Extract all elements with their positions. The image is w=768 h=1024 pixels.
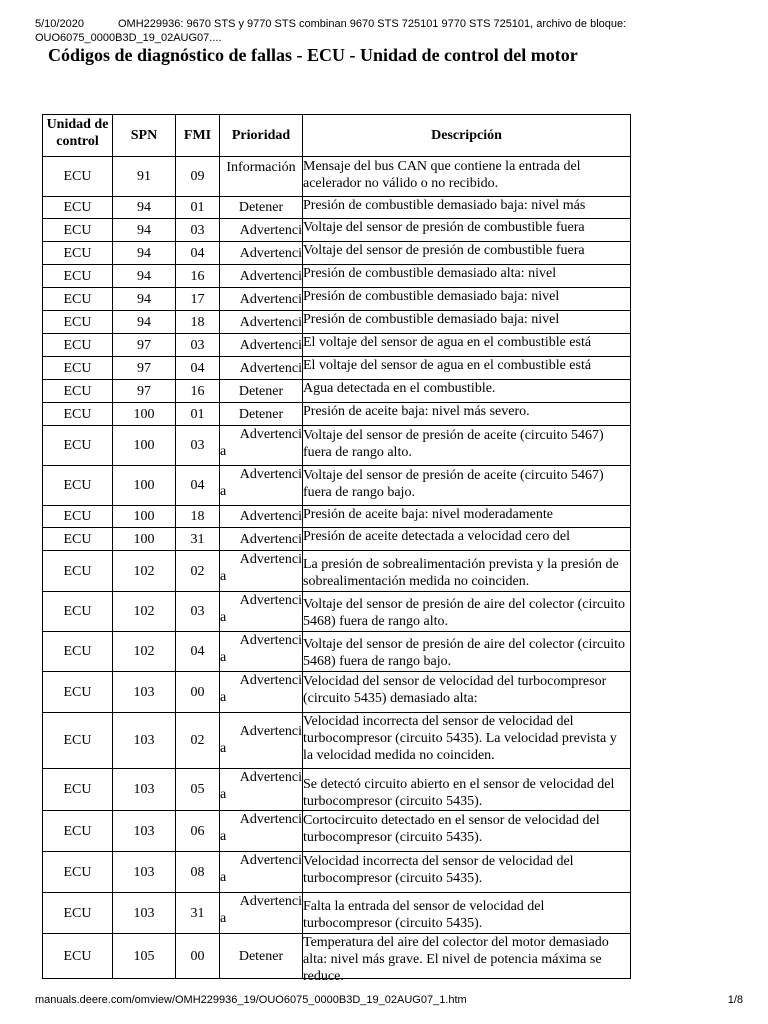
cell-description: Velocidad incorrecta del sensor de velocidad del turbocompresor (circuito 5435). bbox=[303, 852, 631, 893]
table-row bbox=[43, 551, 631, 592]
cell-unit: ECU bbox=[43, 632, 113, 672]
cell-spn: 100 bbox=[113, 528, 176, 551]
print-document-description: OMH229936: 9670 STS y 9770 STS combinan 9670 STS 725101 9770 STS 725101, archivo de bloque: bbox=[118, 18, 627, 30]
cell-description: Velocidad del sensor de velocidad del turbocompresor (circuito 5435) demasiado alta: bbox=[303, 672, 631, 713]
cell-spn: 94 bbox=[113, 197, 176, 219]
print-document-file: OUO6075_0000B3D_19_02AUG07.... bbox=[35, 32, 222, 44]
cell-priority bbox=[220, 769, 303, 811]
cell-unit: ECU bbox=[43, 592, 113, 632]
page-number: 1/8 bbox=[727, 994, 743, 1006]
cell-spn: 94 bbox=[113, 311, 176, 334]
cell-description: Se detectó circuito abierto en el sensor de velocidad del turbocompresor (circuito 5435). bbox=[303, 769, 631, 811]
table-row bbox=[43, 934, 631, 979]
cell-spn: 100 bbox=[113, 426, 176, 466]
cell-spn: 102 bbox=[113, 632, 176, 672]
cell-priority: Advertenci bbox=[220, 334, 303, 357]
cell-unit: ECU bbox=[43, 288, 113, 311]
priority-label: Advertenci a bbox=[220, 552, 302, 584]
cell-description: Temperatura del aire del colector del motor demasiado alta: nivel más grave. El nivel de potencia máxima se reduce. bbox=[303, 934, 631, 979]
table-row bbox=[43, 713, 631, 769]
cell-unit: ECU bbox=[43, 265, 113, 288]
cell-unit: ECU bbox=[43, 769, 113, 811]
priority-label: Advertenci a bbox=[220, 467, 302, 499]
table-row bbox=[43, 426, 631, 466]
cell-description: Presión de combustible demasiado baja: nivel bbox=[303, 311, 631, 334]
cell-unit: ECU bbox=[43, 219, 113, 242]
print-url: manuals.deere.com/omview/OMH229936_19/OUO6075_0000B3D_19_02AUG07_1.htm bbox=[35, 994, 467, 1006]
table-row bbox=[43, 506, 631, 528]
cell-priority: Advertenci bbox=[220, 506, 303, 528]
priority-label: Advertenci a bbox=[220, 853, 302, 885]
cell-priority bbox=[220, 426, 303, 466]
table-row bbox=[43, 672, 631, 713]
cell-priority: Detener bbox=[220, 380, 303, 403]
table-row bbox=[43, 157, 631, 197]
cell-fmi: 08 bbox=[176, 852, 220, 893]
table-row bbox=[43, 811, 631, 852]
column-header-description: Descripción bbox=[303, 115, 631, 157]
cell-fmi: 31 bbox=[176, 528, 220, 551]
cell-description: Voltaje del sensor de presión de combustible fuera bbox=[303, 242, 631, 265]
cell-fmi: 18 bbox=[176, 506, 220, 528]
cell-fmi: 04 bbox=[176, 357, 220, 380]
cell-unit: ECU bbox=[43, 672, 113, 713]
cell-priority: Advertenci bbox=[220, 311, 303, 334]
cell-spn: 94 bbox=[113, 219, 176, 242]
cell-description: Velocidad incorrecta del sensor de velocidad del turbocompresor (circuito 5435). La velocidad prevista y la velocidad medida no coinciden. bbox=[303, 713, 631, 769]
table-row bbox=[43, 357, 631, 380]
cell-description: Agua detectada en el combustible. bbox=[303, 380, 631, 403]
table-row bbox=[43, 197, 631, 219]
cell-unit: ECU bbox=[43, 426, 113, 466]
cell-priority bbox=[220, 592, 303, 632]
cell-priority: Advertenci bbox=[220, 357, 303, 380]
page-title: Códigos de diagnóstico de fallas - ECU - Unidad de control del motor bbox=[48, 45, 578, 65]
column-header-unit: Unidad de control bbox=[43, 115, 113, 157]
cell-unit: ECU bbox=[43, 403, 113, 426]
column-header-spn: SPN bbox=[113, 115, 176, 157]
cell-priority: Advertenci bbox=[220, 242, 303, 265]
cell-priority: Advertenci bbox=[220, 265, 303, 288]
cell-unit: ECU bbox=[43, 380, 113, 403]
cell-spn: 102 bbox=[113, 592, 176, 632]
cell-spn: 100 bbox=[113, 403, 176, 426]
cell-description: Voltaje del sensor de presión de aire del colector (circuito 5468) fuera de rango bajo. bbox=[303, 632, 631, 672]
cell-spn: 97 bbox=[113, 357, 176, 380]
cell-description: Presión de combustible demasiado baja: nivel más bbox=[303, 197, 631, 219]
cell-description: Presión de aceite baja: nivel más severo. bbox=[303, 403, 631, 426]
table-row bbox=[43, 380, 631, 403]
cell-priority: Detener bbox=[220, 934, 303, 979]
column-header-priority: Prioridad bbox=[220, 115, 303, 157]
table-row bbox=[43, 632, 631, 672]
cell-unit: ECU bbox=[43, 893, 113, 934]
cell-unit: ECU bbox=[43, 242, 113, 265]
cell-fmi: 04 bbox=[176, 466, 220, 506]
cell-unit: ECU bbox=[43, 551, 113, 592]
cell-unit: ECU bbox=[43, 157, 113, 197]
priority-label: Advertenci a bbox=[220, 770, 302, 802]
cell-fmi: 01 bbox=[176, 197, 220, 219]
cell-fmi: 03 bbox=[176, 592, 220, 632]
cell-priority: Detener bbox=[220, 403, 303, 426]
table-row bbox=[43, 288, 631, 311]
cell-fmi: 06 bbox=[176, 811, 220, 852]
cell-priority: Advertenci bbox=[220, 528, 303, 551]
cell-priority bbox=[220, 551, 303, 592]
cell-spn: 91 bbox=[113, 157, 176, 197]
cell-priority: Información bbox=[220, 157, 303, 197]
cell-spn: 94 bbox=[113, 242, 176, 265]
cell-unit: ECU bbox=[43, 811, 113, 852]
cell-spn: 103 bbox=[113, 713, 176, 769]
table-row bbox=[43, 852, 631, 893]
cell-fmi: 17 bbox=[176, 288, 220, 311]
cell-fmi: 00 bbox=[176, 934, 220, 979]
cell-spn: 94 bbox=[113, 288, 176, 311]
cell-unit: ECU bbox=[43, 197, 113, 219]
cell-priority: Detener bbox=[220, 197, 303, 219]
cell-spn: 94 bbox=[113, 265, 176, 288]
cell-unit: ECU bbox=[43, 466, 113, 506]
table-row bbox=[43, 769, 631, 811]
table-row bbox=[43, 592, 631, 632]
cell-description: Voltaje del sensor de presión de aceite (circuito 5467) fuera de rango bajo. bbox=[303, 466, 631, 506]
cell-description: El voltaje del sensor de agua en el combustible está bbox=[303, 334, 631, 357]
cell-description: Presión de aceite baja: nivel moderadamente bbox=[303, 506, 631, 528]
table-header-row bbox=[43, 115, 631, 157]
cell-description: El voltaje del sensor de agua en el combustible está bbox=[303, 357, 631, 380]
cell-unit: ECU bbox=[43, 852, 113, 893]
column-header-fmi: FMI bbox=[176, 115, 220, 157]
table-row bbox=[43, 528, 631, 551]
cell-description: La presión de sobrealimentación prevista y la presión de sobrealimentación medida no coinciden. bbox=[303, 551, 631, 592]
cell-priority bbox=[220, 713, 303, 769]
cell-fmi: 03 bbox=[176, 426, 220, 466]
priority-label: Advertenci a bbox=[220, 724, 302, 756]
cell-description: Voltaje del sensor de presión de aceite (circuito 5467) fuera de rango alto. bbox=[303, 426, 631, 466]
priority-label: Advertenci a bbox=[220, 894, 302, 926]
cell-description: Voltaje del sensor de presión de combustible fuera bbox=[303, 219, 631, 242]
table-row bbox=[43, 466, 631, 506]
cell-spn: 100 bbox=[113, 506, 176, 528]
cell-spn: 103 bbox=[113, 769, 176, 811]
table-row bbox=[43, 403, 631, 426]
cell-priority: Advertenci bbox=[220, 219, 303, 242]
cell-priority bbox=[220, 852, 303, 893]
cell-spn: 103 bbox=[113, 852, 176, 893]
cell-priority bbox=[220, 466, 303, 506]
cell-fmi: 03 bbox=[176, 219, 220, 242]
cell-fmi: 16 bbox=[176, 265, 220, 288]
table-row bbox=[43, 265, 631, 288]
cell-spn: 103 bbox=[113, 672, 176, 713]
cell-description: Presión de combustible demasiado baja: nivel bbox=[303, 288, 631, 311]
cell-priority bbox=[220, 632, 303, 672]
cell-priority bbox=[220, 672, 303, 713]
cell-unit: ECU bbox=[43, 334, 113, 357]
cell-unit: ECU bbox=[43, 528, 113, 551]
priority-label: Advertenci a bbox=[220, 812, 302, 844]
print-footer bbox=[35, 994, 743, 1006]
priority-label: Advertenci a bbox=[220, 673, 302, 705]
cell-description: Voltaje del sensor de presión de aire del colector (circuito 5468) fuera de rango alto. bbox=[303, 592, 631, 632]
cell-description: Falta la entrada del sensor de velocidad del turbocompresor (circuito 5435). bbox=[303, 893, 631, 934]
cell-description: Presión de aceite detectada a velocidad cero del bbox=[303, 528, 631, 551]
fault-code-table-container bbox=[42, 114, 630, 986]
fault-code-table bbox=[42, 114, 631, 984]
cell-fmi: 16 bbox=[176, 380, 220, 403]
cell-unit: ECU bbox=[43, 357, 113, 380]
table-row bbox=[43, 219, 631, 242]
table-row bbox=[43, 311, 631, 334]
cell-fmi: 00 bbox=[176, 672, 220, 713]
cell-spn: 103 bbox=[113, 811, 176, 852]
cell-fmi: 01 bbox=[176, 403, 220, 426]
table-row bbox=[43, 893, 631, 934]
cell-priority bbox=[220, 811, 303, 852]
cell-spn: 102 bbox=[113, 551, 176, 592]
cell-spn: 103 bbox=[113, 893, 176, 934]
cell-fmi: 04 bbox=[176, 632, 220, 672]
cell-spn: 105 bbox=[113, 934, 176, 979]
cell-spn: 97 bbox=[113, 334, 176, 357]
cell-fmi: 02 bbox=[176, 713, 220, 769]
cell-fmi: 03 bbox=[176, 334, 220, 357]
cell-description: Mensaje del bus CAN que contiene la entrada del acelerador no válido o no recibido. bbox=[303, 157, 631, 197]
cell-unit: ECU bbox=[43, 311, 113, 334]
cell-fmi: 02 bbox=[176, 551, 220, 592]
cell-unit: ECU bbox=[43, 934, 113, 979]
cell-priority: Advertenci bbox=[220, 288, 303, 311]
table-row bbox=[43, 334, 631, 357]
cell-fmi: 04 bbox=[176, 242, 220, 265]
priority-label: Advertenci a bbox=[220, 633, 302, 665]
cell-priority bbox=[220, 893, 303, 934]
cell-fmi: 05 bbox=[176, 769, 220, 811]
cell-unit: ECU bbox=[43, 713, 113, 769]
fault-code-rows bbox=[43, 157, 631, 984]
cell-fmi: 31 bbox=[176, 893, 220, 934]
cell-unit: ECU bbox=[43, 506, 113, 528]
priority-label: Advertenci a bbox=[220, 427, 302, 459]
cell-spn: 97 bbox=[113, 380, 176, 403]
table-row bbox=[43, 242, 631, 265]
cell-spn: 100 bbox=[113, 466, 176, 506]
cell-fmi: 09 bbox=[176, 157, 220, 197]
cell-fmi: 18 bbox=[176, 311, 220, 334]
cell-description: Presión de combustible demasiado alta: nivel bbox=[303, 265, 631, 288]
priority-label: Advertenci a bbox=[220, 593, 302, 625]
print-date: 5/10/2020 bbox=[35, 18, 84, 30]
cell-description: Cortocircuito detectado en el sensor de velocidad del turbocompresor (circuito 5435). bbox=[303, 811, 631, 852]
